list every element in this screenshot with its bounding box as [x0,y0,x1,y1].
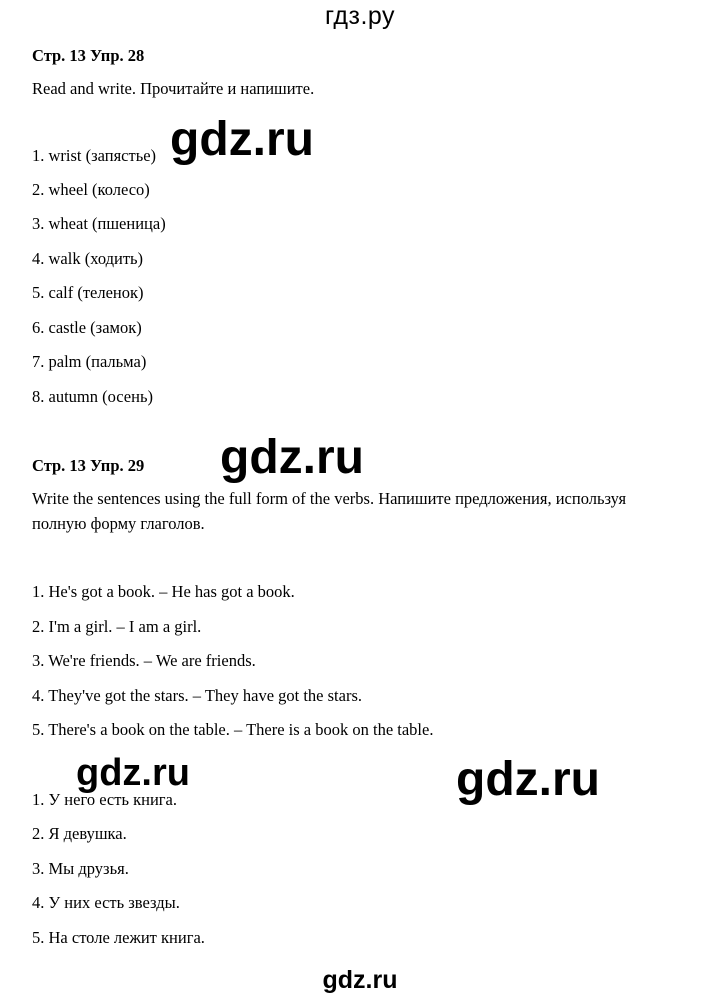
list-item: 7. palm (пальма) [32,352,147,371]
watermark: gdz.ru [76,752,190,794]
list-item: 5. There's a book on the table. – There is a book on the table. [32,720,434,739]
translation-item: 1. У него есть книга. [32,790,178,809]
watermark: gdz.ru [170,113,314,166]
site-title: гдз.ру [324,2,396,30]
list-item: 3. We're friends. – We are friends. [32,651,256,670]
list-item: 8. autumn (осень) [32,387,153,406]
watermark: gdz.ru [456,753,600,806]
section2-instruction: Write the sentences using the full form of the verbs. Напишите предложения, используя полную форму глаголов. [32,489,627,533]
section1-heading: Стр. 13 Упр. 28 [32,46,145,65]
list-item: 5. calf (теленок) [32,283,144,302]
list-item: 2. wheel (колесо) [32,180,150,199]
list-item: 6. castle (замок) [32,318,142,337]
list-item: 1. He's got a book. – He has got a book. [32,582,295,601]
translation-item: 3. Мы друзья. [32,859,129,878]
list-item: 3. wheat (пшеница) [32,214,166,233]
list-item: 2. I'm a girl. – I am a girl. [32,617,202,636]
list-item: 1. wrist (запястье) [32,146,157,165]
translation-item: 4. У них есть звезды. [32,893,180,912]
watermark: gdz.ru [220,431,364,484]
translation-item: 5. На столе лежит книга. [32,928,205,947]
list-item: 4. walk (ходить) [32,249,144,268]
list-item: 4. They've got the stars. – They have got the stars. [32,686,362,705]
footer-watermark: gdz.ru [322,966,398,994]
translation-item: 2. Я девушка. [32,824,127,843]
section2-heading: Стр. 13 Упр. 29 [32,456,145,475]
section1-instruction: Read and write. Прочитайте и напишите. [32,79,315,98]
